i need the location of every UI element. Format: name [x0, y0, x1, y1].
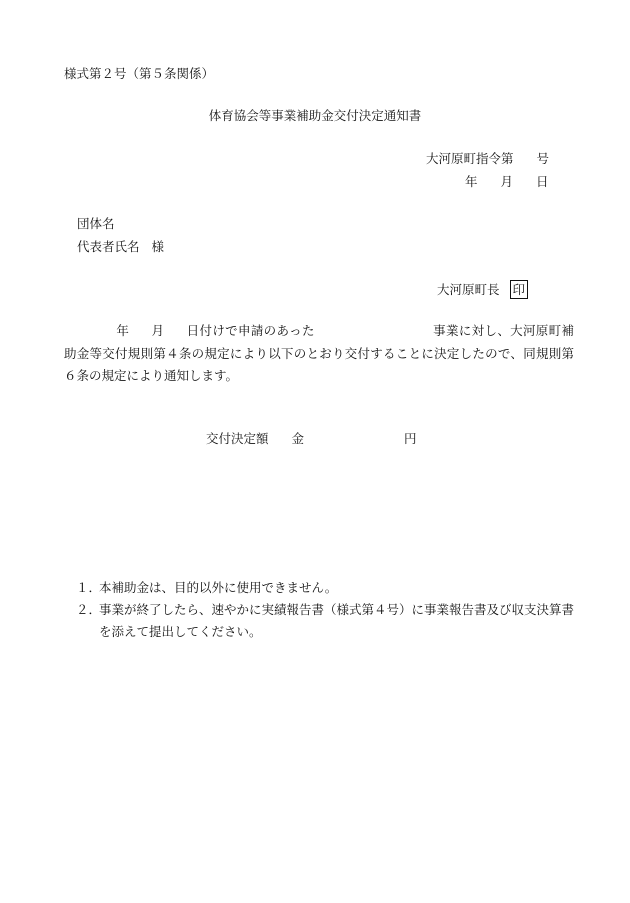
body-paragraph	[64, 320, 574, 388]
notes-list	[76, 577, 586, 643]
amount-unit: 円	[404, 431, 417, 446]
form-label: 様式第２号（第５条関係）	[64, 66, 215, 81]
body-month: 月	[151, 323, 165, 338]
document-number	[426, 151, 549, 167]
recipient-organization: 団体名	[77, 216, 115, 231]
note-number: １．	[76, 580, 102, 595]
date-month: 月	[500, 174, 514, 189]
note-text: 本補助金は、目的以外に使用できません。	[99, 580, 338, 595]
body-year: 年	[116, 323, 130, 338]
recipient-representative	[77, 239, 164, 255]
honorific: 様	[151, 239, 165, 254]
issuer-name: 大河原町長	[437, 282, 500, 297]
note-text: 事業が終了したら、速やかに実績報告書（様式第４号）に事業報告書及び収支決算書を添えて提出してください。	[99, 602, 575, 639]
body-text-2: 事業に対し、大河原町補助金等交付規則第４条の規定により以下のとおり交付することに決定したので、同規則第６条の規定により通知します。	[64, 323, 574, 383]
date-day: 日	[536, 174, 549, 189]
note-item	[76, 599, 586, 643]
representative-label: 代表者氏名	[77, 239, 140, 254]
amount-prefix: 金	[291, 431, 305, 446]
issuer-signature	[437, 280, 528, 299]
body-text-1: 日付けで申請のあった	[186, 323, 315, 338]
document-title: 体育協会等事業補助金交付決定通知書	[208, 108, 422, 123]
note-item	[76, 577, 586, 599]
amount-label: 交付決定額	[206, 431, 269, 446]
document-date	[465, 174, 549, 190]
number-prefix: 大河原町指令第	[426, 151, 514, 166]
grant-amount	[206, 431, 417, 447]
seal-stamp: 印	[510, 280, 529, 299]
date-year: 年	[465, 174, 478, 189]
number-suffix: 号	[536, 151, 550, 166]
note-number: ２．	[76, 602, 102, 617]
